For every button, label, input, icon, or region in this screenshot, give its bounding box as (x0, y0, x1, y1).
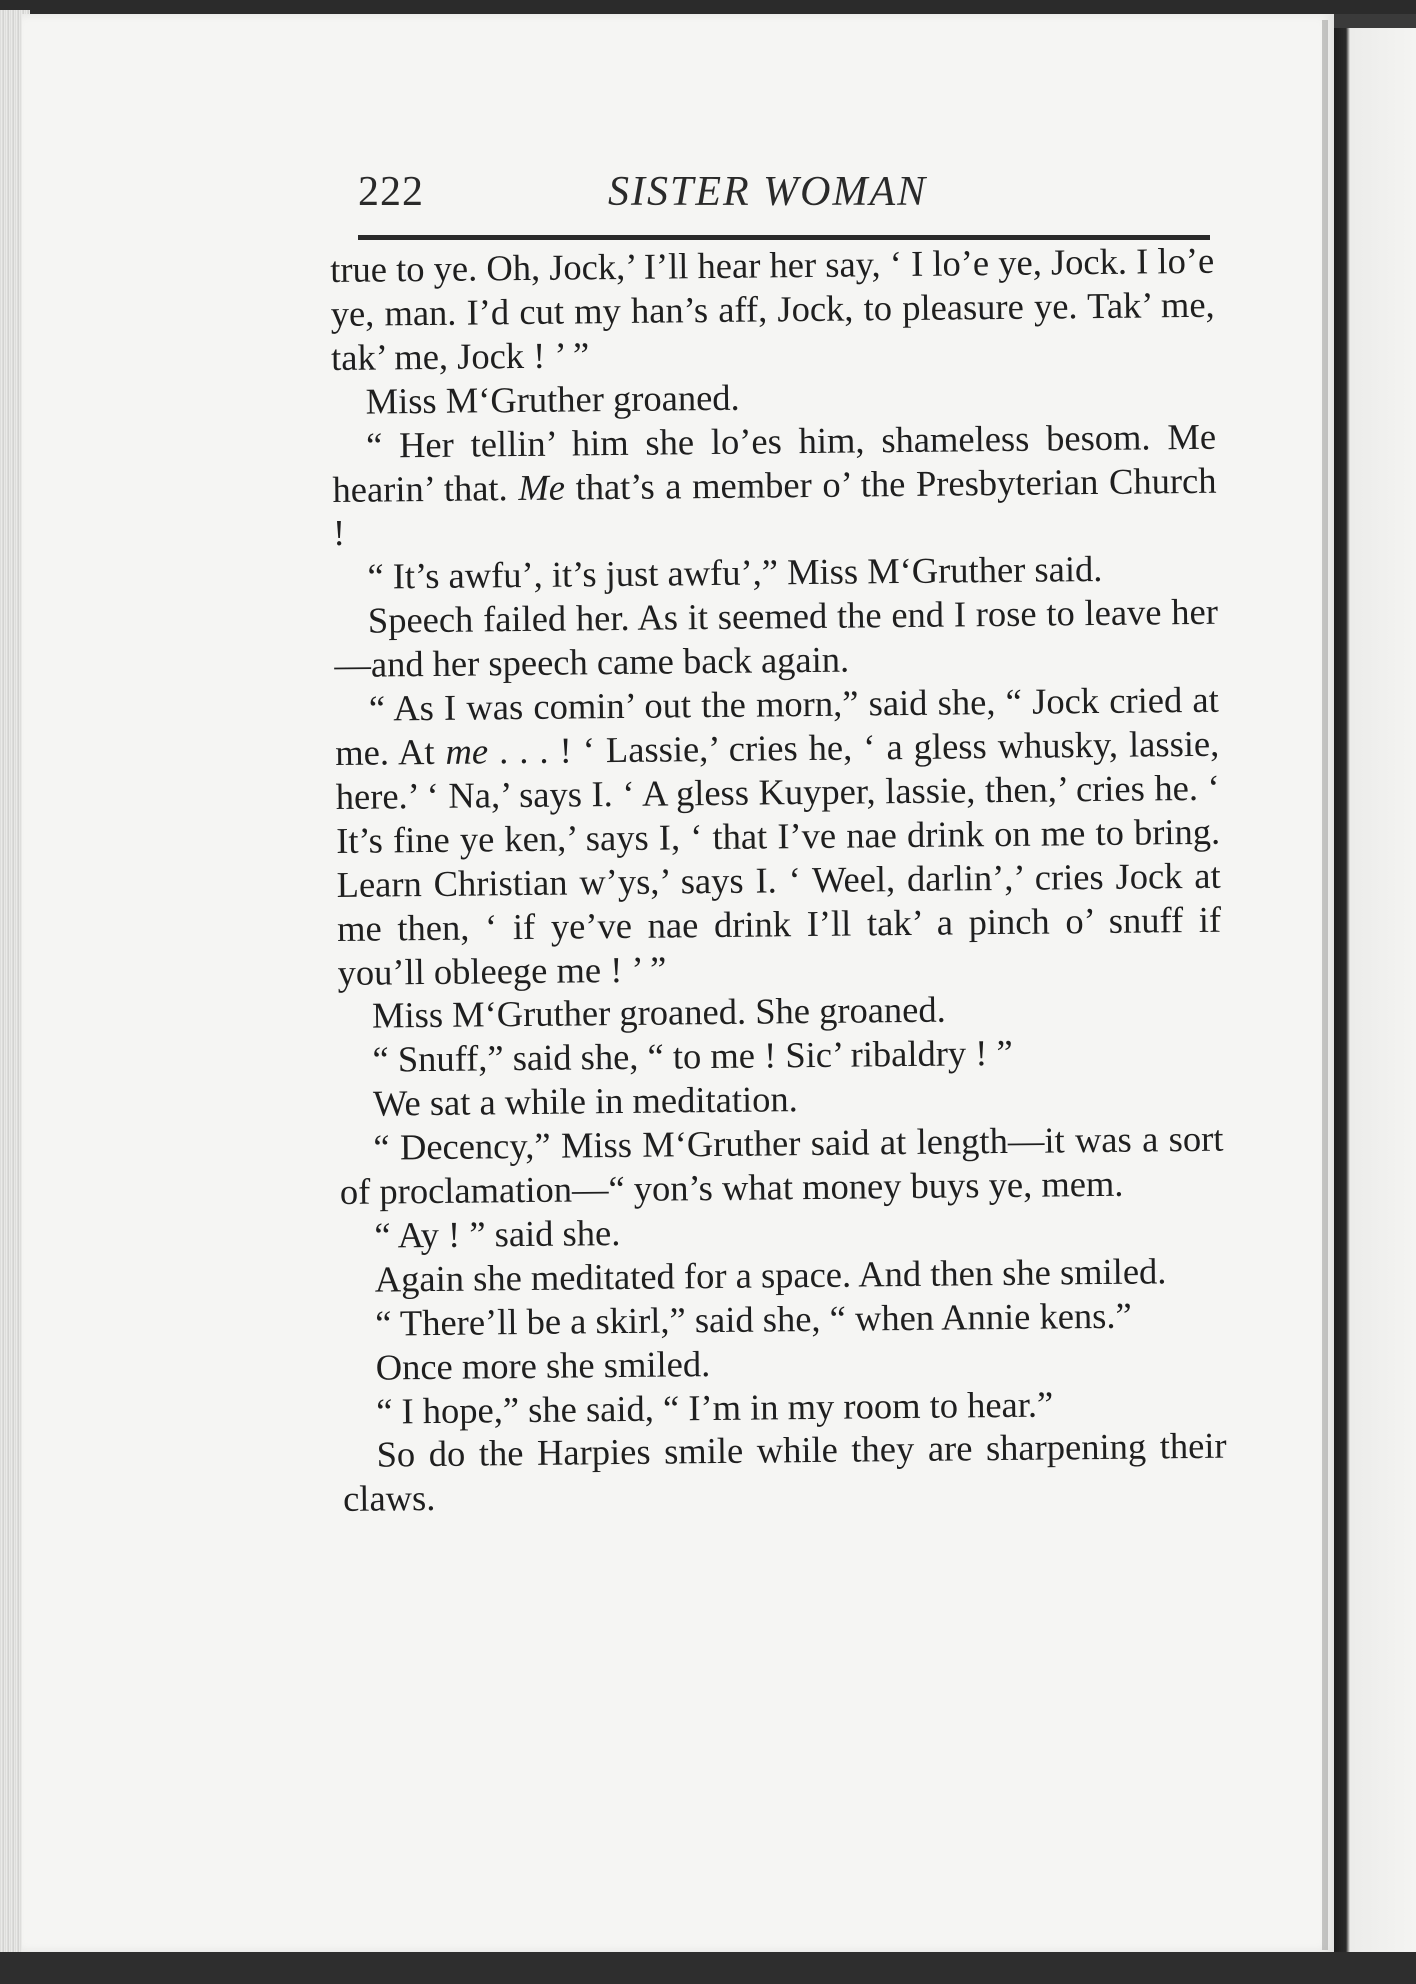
adjacent-page-edge (1334, 28, 1416, 1952)
page-gutter-shadow (1322, 20, 1328, 1950)
paragraph: “ Her tellin’ him she lo’es him, shameless besom. Me hearin’ that. Me that’s a member o’ the Presbyterian Church ! (332, 415, 1217, 554)
paragraph: “ There’ll be a skirl,” said she, “ when Annie kens.” (375, 1294, 1132, 1344)
paragraph: We sat a while in meditation. (372, 1078, 798, 1124)
paragraph: “ Ay ! ” said she. (374, 1211, 621, 1256)
paragraph: true to ye. Oh, Jock,’ I’ll hear her say, ‘ I lo’e ye, Jock. I lo’e ye, man. I’d cut my han’s aff, Jock, to pleasure ye. Tak’ me, tak’ me, Jock ! ’ ” (330, 239, 1215, 378)
paragraph: “ Snuff,” said she, “ to me ! Sic’ ribaldry ! ” (372, 1032, 1013, 1080)
page-number: 222 (358, 169, 424, 215)
emphasis: Me (518, 466, 566, 508)
paragraph: Miss M‘Gruther groaned. She groaned. (371, 989, 946, 1037)
paragraph: Speech failed her. As it seemed the end I rose to leave her—and her speech came back again. (334, 590, 1219, 686)
scan-bottom-border (0, 1952, 1416, 1984)
emphasis: me (445, 730, 489, 772)
paragraph: “ It’s awfu’, it’s just awfu’,” Miss M‘Gruther said. (367, 548, 1103, 597)
paragraph: So do the Harpies smile while they are sharpening their claws. (342, 1425, 1227, 1520)
running-header (358, 158, 1210, 218)
paragraph: Again she meditated for a space. And then she smiled. (374, 1250, 1167, 1300)
scan-top-border (0, 0, 1416, 14)
running-title: SISTER WOMAN (608, 169, 928, 215)
paragraph: Once more she smiled. (375, 1342, 711, 1388)
paragraph: Miss M‘Gruther groaned. (365, 376, 740, 422)
paragraph: “ I hope,” she said, “ I’m in my room to hear.” (375, 1383, 1054, 1432)
paragraph: “ As I was comin’ out the morn,” said she, “ Jock cried at me. At me . . . ! ‘ Lassie,’ cries he, ‘ a gless whusky, lassie, here.’ ‘ Na,’ says I. ‘ A gless Kuyper, lassie, then,’ cries he. ‘ It’s fine ye ken,’ says I, ‘ that I’ve nae drink on me to bring. Learn Christian w’ys,’ says I. ‘ Weel, darlin’,’ cries Jock at me then, ‘ if ye’ve nae drink I’ll tak’ a pinch o’ snuff if you’ll obleege me ! ’ ” (335, 678, 1222, 993)
body-text (330, 239, 1227, 1521)
paragraph: “ Decency,” Miss M‘Gruther said at length—it was a sort of proclamation—“ yon’s what money buys ye, mem. (339, 1117, 1224, 1212)
